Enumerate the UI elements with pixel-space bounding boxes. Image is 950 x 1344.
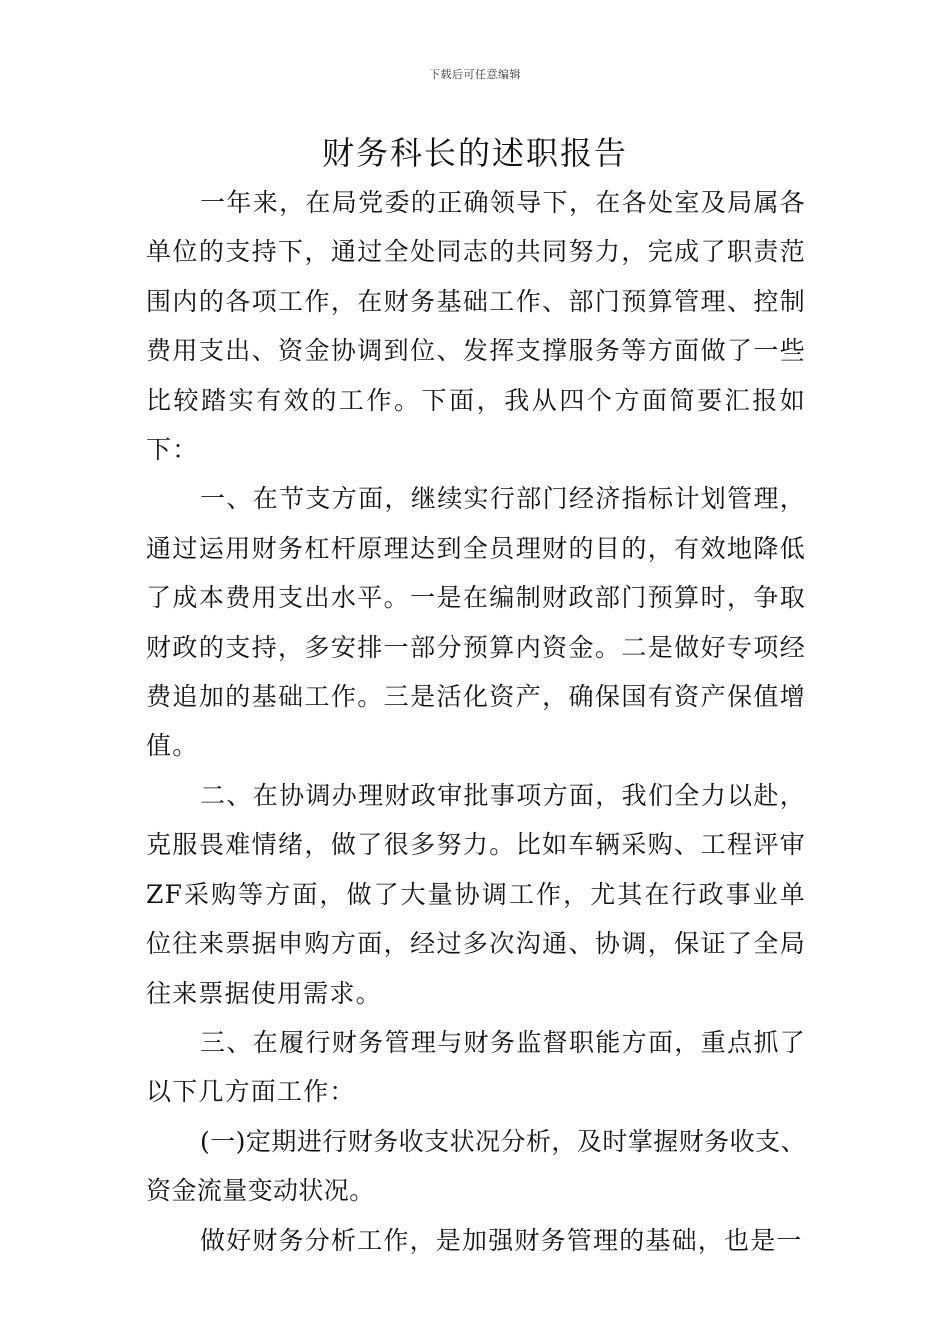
document-title: 财务科长的述职报告 (321, 134, 628, 172)
paragraph-intro: 一年来，在局党委的正确领导下，在各处室及局属各单位的支持下，通过全处同志的共同努力，完成了职责范围内的各项工作，在财务基础工作、部门预算管理、控制费用支出、资金协调到位、发挥支撑服务等方面做了一些比较踏实有效的工作。下面，我从四个方面简要汇报如下： (146, 188, 806, 465)
document-body (146, 178, 806, 1265)
paragraph-section-3: 三、在履行财务管理与财务监督职能方面，重点抓了以下几方面工作： (146, 1027, 806, 1107)
paragraph-section-2: 二、在协调办理财政审批事项方面，我们全力以赴，克服畏难情绪，做了很多努力。比如车辆采购、工程评审ZF采购等方面，做了大量协调工作，尤其在行政事业单位往来票据申购方面，经过多次沟通、协调，保证了全局往来票据使用需求。 (146, 780, 806, 1008)
paragraph-subsection-1: (一)定期进行财务收支状况分析，及时掌握财务收支、资金流量变动状况。 (146, 1126, 806, 1206)
header-note: 下载后可任意编辑 (429, 68, 521, 81)
paragraph-section-1: 一、在节支方面，继续实行部门经济指标计划管理，通过运用财务杠杆原理达到全员理财的目的，有效地降低了成本费用支出水平。一是在编制财政部门预算时，争取财政的支持，多安排一部分预算内资金。二是做好专项经费追加的基础工作。三是活化资产，确保国有资产保值增值。 (146, 484, 806, 761)
paragraph-analysis: 做好财务分析工作，是加强财务管理的基础，也是一 (200, 1225, 803, 1255)
